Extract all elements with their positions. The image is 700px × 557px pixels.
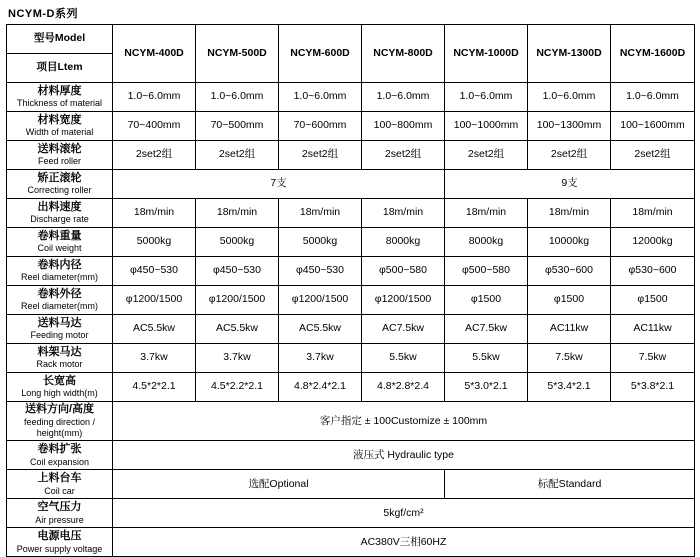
table-cell: 2set2组	[528, 141, 611, 170]
row-label	[7, 257, 113, 286]
row-label-cn: 卷料内径	[37, 258, 82, 271]
table-cell: φ500~580	[362, 257, 445, 286]
table-cell: 2set2组	[196, 141, 279, 170]
header-model-label: 型号Model	[7, 25, 113, 54]
table-cell: 4.8*2.8*2.4	[362, 373, 445, 402]
row-label-cn: 空气压力	[37, 500, 82, 513]
table-cell-merged: 液压式 Hydraulic type	[113, 441, 695, 470]
table-cell: φ1500	[445, 286, 528, 315]
model-column-header: NCYM-500D	[196, 25, 279, 83]
table-cell: 4.8*2.4*2.1	[279, 373, 362, 402]
row-label	[7, 441, 113, 470]
table-cell: AC11kw	[528, 315, 611, 344]
table-row	[7, 257, 695, 286]
table-cell: 18m/min	[279, 199, 362, 228]
table-cell-merged: 客户指定 ± 100Customize ± 100mm	[113, 402, 695, 441]
table-cell: 10000kg	[528, 228, 611, 257]
specification-table	[6, 24, 695, 557]
row-label-cn: 材料宽度	[37, 113, 82, 126]
table-row	[7, 228, 695, 257]
table-cell: 1.0~6.0mm	[279, 83, 362, 112]
table-cell: 100~1000mm	[445, 112, 528, 141]
table-cell: 100~800mm	[362, 112, 445, 141]
table-cell: φ450~530	[279, 257, 362, 286]
row-label	[7, 499, 113, 528]
table-cell: φ1200/1500	[196, 286, 279, 315]
model-column-header: NCYM-1600D	[611, 25, 695, 83]
row-label-cn: 电源电压	[37, 529, 82, 542]
table-cell: 5000kg	[279, 228, 362, 257]
row-label-cn: 卷料重量	[37, 229, 82, 242]
table-cell-merged: AC380V三相60HZ	[113, 528, 695, 557]
table-cell: φ1500	[528, 286, 611, 315]
table-cell: 3.7kw	[196, 344, 279, 373]
table-cell: AC7.5kw	[362, 315, 445, 344]
table-cell: 5.5kw	[445, 344, 528, 373]
row-label-cn: 送料滚轮	[37, 142, 82, 155]
table-cell: 18m/min	[196, 199, 279, 228]
table-cell: 18m/min	[528, 199, 611, 228]
table-cell: 2set2组	[113, 141, 196, 170]
table-cell: 100~1300mm	[528, 112, 611, 141]
row-label	[7, 199, 113, 228]
table-cell: AC11kw	[611, 315, 695, 344]
table-row	[7, 286, 695, 315]
row-label-en: Coil car	[44, 485, 75, 496]
row-label-cn: 矫正滚轮	[37, 171, 82, 184]
table-cell: 7.5kw	[528, 344, 611, 373]
table-cell: φ450~530	[113, 257, 196, 286]
row-label-en: feeding direction / height(mm)	[23, 416, 96, 438]
table-cell: 2set2组	[362, 141, 445, 170]
table-cell: 1.0~6.0mm	[445, 83, 528, 112]
table-row	[7, 499, 695, 528]
table-cell: 8000kg	[445, 228, 528, 257]
table-header-model-row	[7, 25, 695, 54]
table-row	[7, 83, 695, 112]
table-cell: φ530~600	[528, 257, 611, 286]
table-cell: 2set2组	[279, 141, 362, 170]
page-title: NCYM-D系列	[8, 8, 78, 20]
table-cell: 5000kg	[113, 228, 196, 257]
row-label	[7, 141, 113, 170]
row-label-en: Reel diameter(mm)	[20, 301, 98, 312]
table-cell: 5*3.0*2.1	[445, 373, 528, 402]
table-row	[7, 373, 695, 402]
row-label-cn: 长宽高	[43, 374, 76, 387]
row-label-en: Rack motor	[36, 359, 83, 370]
table-row	[7, 199, 695, 228]
table-cell: φ530~600	[611, 257, 695, 286]
table-row	[7, 528, 695, 557]
row-label-cn: 送料方向/高度	[24, 403, 95, 415]
table-cell: AC5.5kw	[113, 315, 196, 344]
row-label-cn: 出料速度	[37, 200, 82, 213]
table-cell: 4.5*2*2.1	[113, 373, 196, 402]
row-label-en: Correcting roller	[27, 185, 92, 196]
table-cell-merged: 标配Standard	[445, 470, 695, 499]
row-label	[7, 170, 113, 199]
row-label-en: Reel diameter(mm)	[20, 272, 98, 283]
table-row	[7, 441, 695, 470]
row-label	[7, 470, 113, 499]
row-label-en: Discharge rate	[30, 214, 89, 225]
row-label-en: Coil expansion	[29, 456, 90, 467]
row-label	[7, 83, 113, 112]
table-cell: φ1500	[611, 286, 695, 315]
table-cell: 12000kg	[611, 228, 695, 257]
row-label-en: Feeding motor	[30, 330, 89, 341]
table-cell: 18m/min	[113, 199, 196, 228]
row-label	[7, 373, 113, 402]
table-cell: φ1200/1500	[279, 286, 362, 315]
table-cell: φ450~530	[196, 257, 279, 286]
model-column-header: NCYM-800D	[362, 25, 445, 83]
table-cell: 8000kg	[362, 228, 445, 257]
model-column-header: NCYM-400D	[113, 25, 196, 83]
table-cell: 70~600mm	[279, 112, 362, 141]
row-label-cn: 卷料扩张	[37, 442, 82, 455]
table-row	[7, 112, 695, 141]
row-label-cn: 料架马达	[37, 345, 82, 358]
row-label-en: Thickness of material	[16, 98, 103, 109]
table-cell: 1.0~6.0mm	[113, 83, 196, 112]
model-column-header: NCYM-1300D	[528, 25, 611, 83]
table-cell: AC5.5kw	[279, 315, 362, 344]
row-label-cn: 送料马达	[37, 316, 82, 329]
table-cell: 18m/min	[362, 199, 445, 228]
table-row	[7, 470, 695, 499]
row-label	[7, 228, 113, 257]
row-label-en: Long high width(m)	[21, 388, 98, 399]
table-cell: 5*3.8*2.1	[611, 373, 695, 402]
table-cell: 70~400mm	[113, 112, 196, 141]
row-label	[7, 112, 113, 141]
row-label-en: Coil weight	[37, 243, 82, 254]
row-label	[7, 286, 113, 315]
table-cell: 3.7kw	[279, 344, 362, 373]
row-label-en: Air pressure	[35, 514, 84, 525]
table-cell: 2set2组	[445, 141, 528, 170]
table-cell: 7.5kw	[611, 344, 695, 373]
table-cell: 1.0~6.0mm	[196, 83, 279, 112]
table-row	[7, 315, 695, 344]
row-label-en: Power supply voltage	[16, 543, 103, 554]
table-row	[7, 170, 695, 199]
table-cell: 2set2组	[611, 141, 695, 170]
table-cell: 3.7kw	[113, 344, 196, 373]
table-cell: 18m/min	[611, 199, 695, 228]
model-column-header: NCYM-1000D	[445, 25, 528, 83]
table-cell: AC7.5kw	[445, 315, 528, 344]
header-item-label: 项目Ltem	[7, 54, 113, 83]
table-cell-merged: 选配Optional	[113, 470, 445, 499]
table-cell-merged: 9支	[445, 170, 695, 199]
table-cell-merged: 7支	[113, 170, 445, 199]
table-cell: AC5.5kw	[196, 315, 279, 344]
row-label	[7, 315, 113, 344]
row-label-cn: 材料厚度	[37, 84, 82, 97]
table-cell: 100~1600mm	[611, 112, 695, 141]
row-label-cn: 卷料外径	[37, 287, 82, 300]
table-cell: 4.5*2.2*2.1	[196, 373, 279, 402]
row-label	[7, 528, 113, 557]
table-cell: 1.0~6.0mm	[611, 83, 695, 112]
table-cell: φ1200/1500	[113, 286, 196, 315]
table-cell: 1.0~6.0mm	[528, 83, 611, 112]
table-row	[7, 344, 695, 373]
table-cell: φ500~580	[445, 257, 528, 286]
row-label-en: Width of material	[25, 127, 94, 138]
row-label	[7, 402, 113, 441]
row-label	[7, 344, 113, 373]
row-label-cn: 上料台车	[37, 471, 82, 484]
table-row	[7, 402, 695, 441]
table-cell: 18m/min	[445, 199, 528, 228]
table-cell: 5000kg	[196, 228, 279, 257]
table-cell: 5.5kw	[362, 344, 445, 373]
table-cell: 1.0~6.0mm	[362, 83, 445, 112]
row-label-en: Feed roller	[37, 156, 82, 167]
table-cell-merged: 5kgf/cm²	[113, 499, 695, 528]
table-cell: 5*3.4*2.1	[528, 373, 611, 402]
table-cell: φ1200/1500	[362, 286, 445, 315]
table-row	[7, 141, 695, 170]
model-column-header: NCYM-600D	[279, 25, 362, 83]
table-cell: 70~500mm	[196, 112, 279, 141]
